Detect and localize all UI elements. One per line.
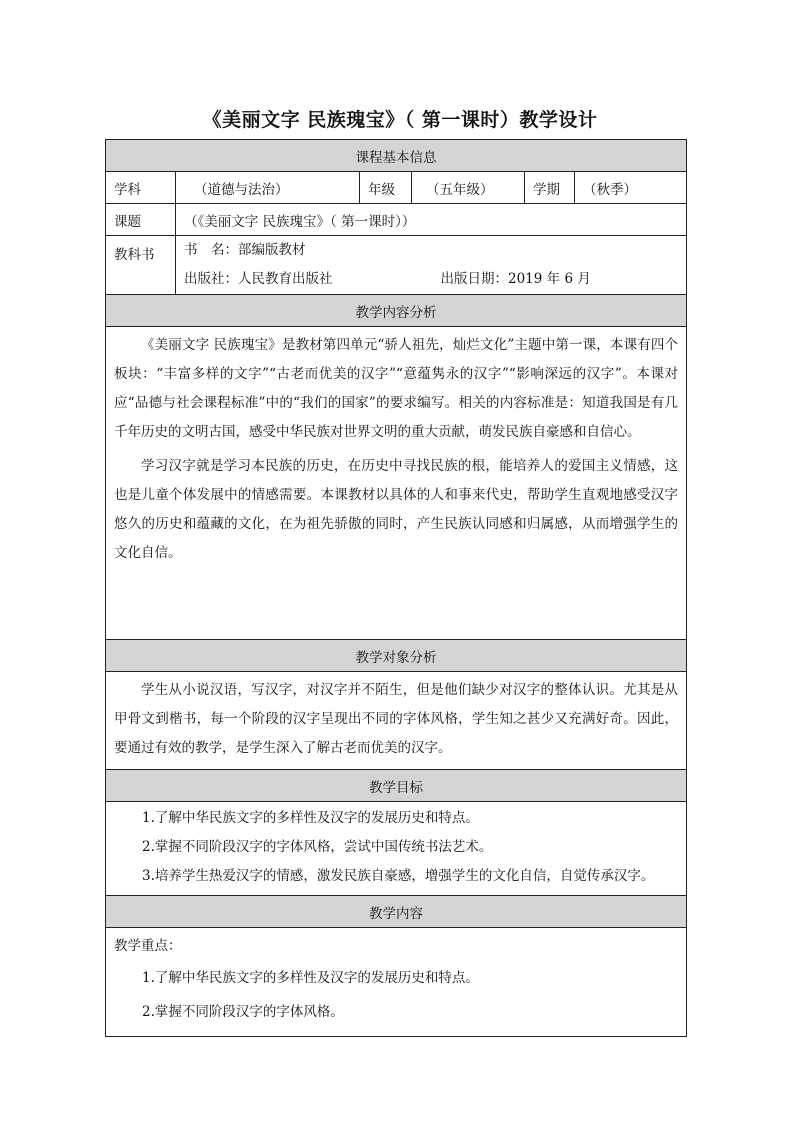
teaching-focus-label: 教学重点： — [114, 938, 182, 954]
focus-item: 2.掌握不同阶段汉字的字体风格。 — [142, 1004, 344, 1020]
goal-item: 1.了解中华民族文字的多样性及汉字的发展历史和特点。 — [142, 810, 479, 826]
lesson-plan-table — [105, 139, 687, 1037]
topic-value: （《美丽文字 民族瑰宝》（ 第一课时）） — [176, 204, 687, 236]
grade-value: （五年级） — [412, 172, 525, 204]
topic-label: 课题 — [106, 204, 176, 236]
goals-body — [106, 802, 687, 896]
document-title: 《美丽文字 民族瑰宝》（ 第一课时）教学设计 — [202, 109, 598, 131]
section-header-teaching-content: 教学内容 — [106, 896, 687, 928]
subject-value: （道德与法治） — [176, 172, 360, 204]
content-analysis-paragraph: 《美丽文字 民族瑰宝》是教材第四单元“骄人祖先，灿烂文化”主题中第一课，本课有四个板块：“丰富多样的文字”“古老而优美的汉字”“意蕴隽永的汉字”“影响深远的汉字”。本课对应“品德与社会课程标准”中的“我们的国家”的要求编写。相关的内容标准是：知道我国是有几千年历史的文明古国，感受中华民族对世界文明的重大贡献，萌发民族自豪感和自信心。 — [114, 337, 679, 440]
subject-label: 学科 — [106, 172, 176, 204]
book-name-line: 书 名：部编版教材 — [184, 242, 306, 258]
section-header-content-analysis: 教学内容分析 — [106, 295, 687, 327]
textbook-label: 教科书 — [106, 236, 176, 295]
student-analysis-paragraph: 学生从小说汉语，写汉字，对汉字并不陌生，但是他们缺少对汉字的整体认识。尤其是从甲骨文到楷书，每一个阶段的汉字呈现出不同的字体风格，学生知之甚少又充满好奇。因此，要通过有效的教学，是学生深入了解古老而优美的汉字。 — [114, 682, 679, 756]
student-analysis-body — [106, 672, 687, 770]
publisher-line: 出版社：人民教育出版社 — [184, 271, 333, 287]
term-label: 学期 — [525, 172, 575, 204]
teaching-content-body — [106, 928, 687, 1037]
grade-label: 年级 — [360, 172, 412, 204]
goal-item: 2.掌握不同阶段汉字的字体风格，尝试中国传统书法艺术。 — [142, 839, 493, 855]
term-value: （秋季） — [575, 172, 687, 204]
textbook-info — [176, 236, 687, 295]
section-header-goals: 教学目标 — [106, 770, 687, 802]
publish-date-line: 出版日期：2019 年 6 月 — [440, 271, 591, 287]
section-header-basic-info: 课程基本信息 — [106, 140, 687, 172]
goal-item: 3.培养学生热爱汉字的情感，激发民族自豪感，增强学生的文化自信，自觉传承汉字。 — [142, 868, 655, 884]
section-header-student-analysis: 教学对象分析 — [106, 640, 687, 672]
content-analysis-paragraph: 学习汉字就是学习本民族的历史，在历史中寻找民族的根，能培养人的爱国主义情感，这也是儿童个体发展中的情感需要。本课教材以具体的人和事来代史，帮助学生直观地感受汉字悠久的历史和蕴藏的文化，在为祖先骄傲的同时，产生民族认同感和归属感，从而增强学生的文化自信。 — [114, 458, 679, 561]
content-analysis-body — [106, 327, 687, 640]
publisher-row — [184, 265, 678, 294]
focus-item: 1.了解中华民族文字的多样性及汉字的发展历史和特点。 — [142, 970, 479, 986]
